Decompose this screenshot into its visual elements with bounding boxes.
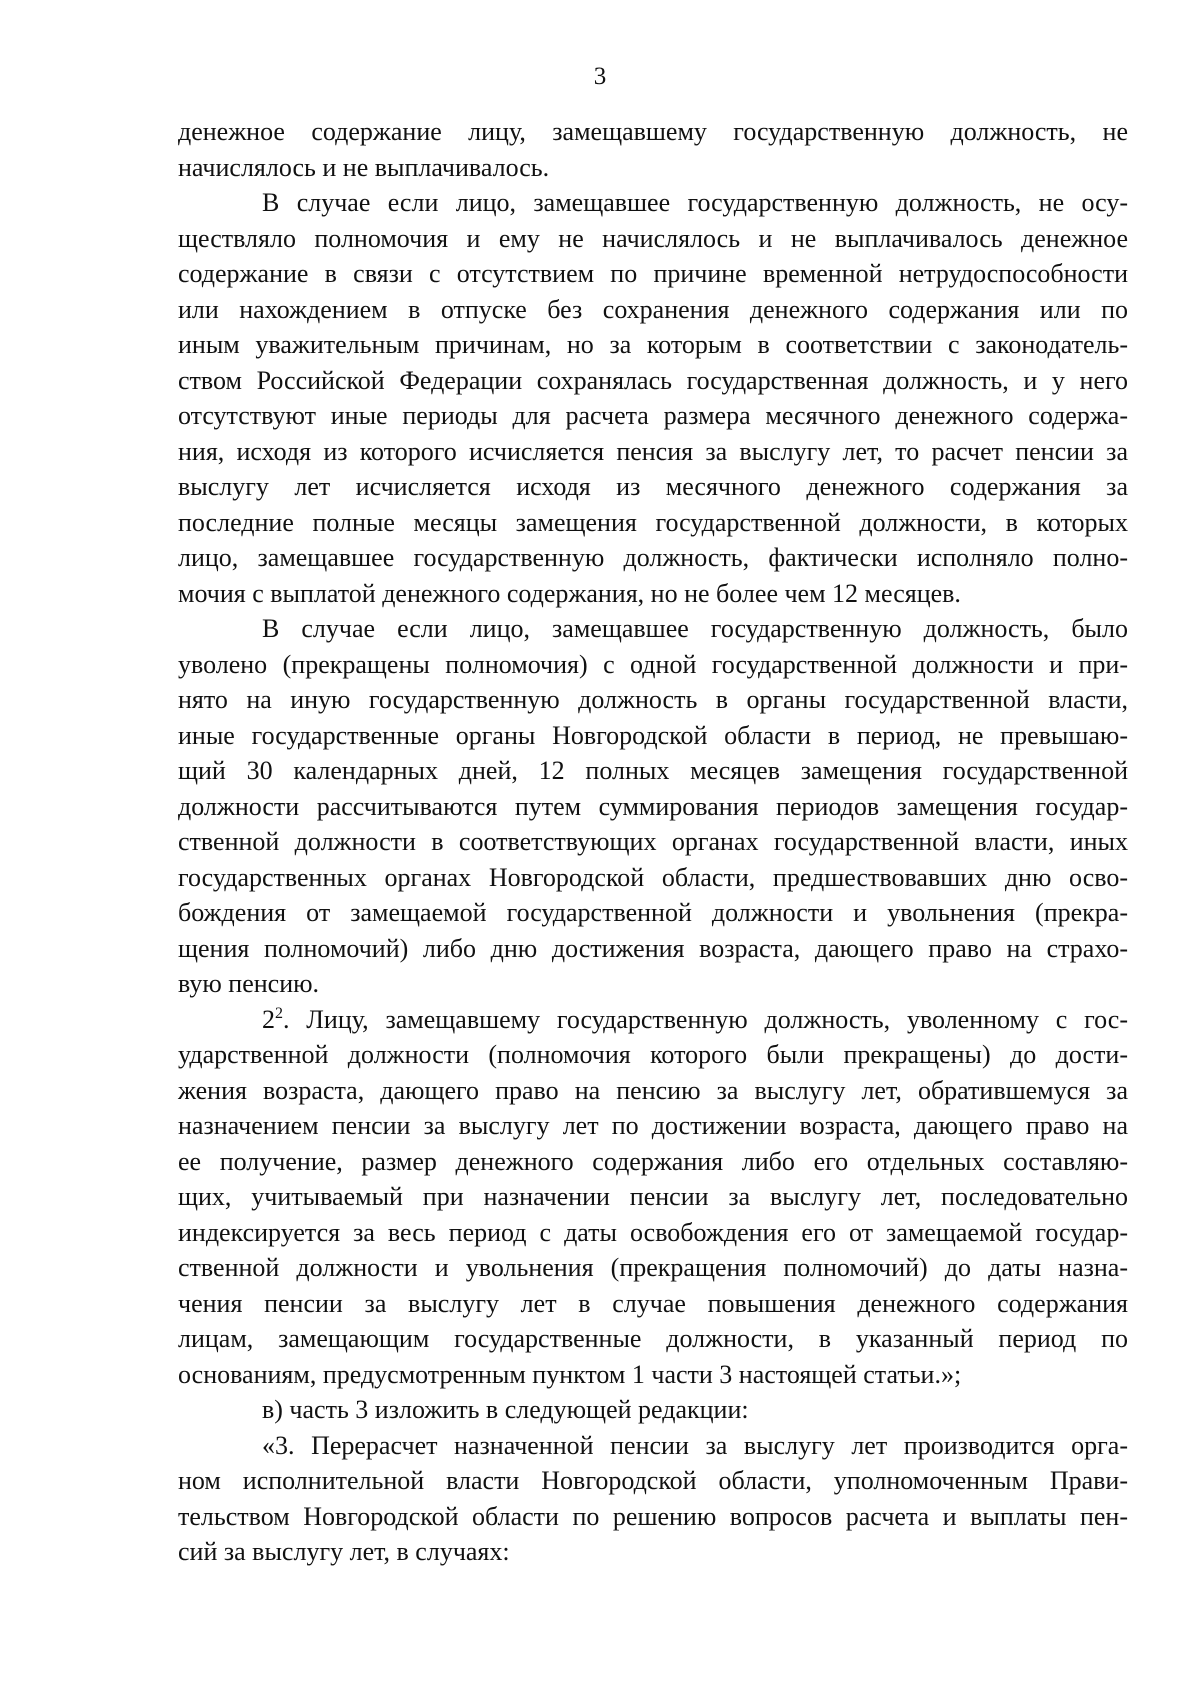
text-line: ством Российской Федерации сохранялась государственная должность, и у него: [178, 365, 1128, 395]
text-line: тельством Новгородской области по решению вопросов расчета и выплаты пен-: [178, 1501, 1128, 1531]
paragraph-amendment-part-3: [178, 1392, 1128, 1428]
paragraph-transfer-between-positions: [178, 611, 1128, 1002]
text-line: отсутствуют иные периоды для расчета размера месячного денежного содержа-: [178, 401, 1128, 430]
text-line: щих, учитываемый при назначении пенсии за выслугу лет, последовательно: [178, 1182, 1128, 1211]
text-line: жения возраста, дающего право на пенсию за выслугу лет, обратившемуся за: [178, 1075, 1128, 1105]
text-line: назначением пенсии за выслугу лет по достижении возраста, дающего право на: [178, 1111, 1128, 1140]
paragraph-temporary-incapacity: [178, 185, 1128, 611]
text-line: бождения от замещаемой государственной должности и увольнения (прекра-: [178, 898, 1128, 927]
text-line: сий за выслугу лет, в случаях:: [178, 1537, 510, 1566]
clause-text: . Лицу, замещавшему государственную должность, уволенному с гос-: [283, 1004, 1128, 1034]
text-line: должности рассчитываются путем суммирования периодов замещения государ-: [178, 791, 1128, 821]
text-line: уволено (прекращены полномочия) с одной государственной должности и при-: [178, 649, 1128, 679]
text-line: «3. Перерасчет назначенной пенсии за выслугу лет производится орга-: [262, 1430, 1128, 1460]
text-line: иным уважительным причинам, но за которым в соответствии с законодатель-: [178, 330, 1128, 359]
text-line: последние полные месяцы замещения государственной должности, в которых: [178, 507, 1128, 537]
clause-number-superscript: 2: [275, 1004, 283, 1022]
text-line: вую пенсию.: [178, 969, 320, 998]
paragraph-clause-2-2: [178, 1002, 1128, 1393]
text-line: ударственной должности (полномочия которого были прекращены) до дости-: [178, 1040, 1128, 1069]
text-line: В случае если лицо, замещавшее государственную должность, было: [262, 614, 1128, 643]
text-line: ном исполнительной власти Новгородской области, уполномоченным Прави-: [178, 1466, 1128, 1495]
text-line: В случае если лицо, замещавшее государственную должность, не осу-: [262, 188, 1128, 217]
text-line: или нахождением в отпуске без сохранения денежного содержания или по: [178, 294, 1128, 324]
text-line: нято на иную государственную должность в органы государственной власти,: [178, 685, 1128, 714]
text-line: государственных органах Новгородской области, предшествовавших дню осво-: [178, 862, 1128, 892]
text-line: основаниям, предусмотренным пунктом 1 части 3 настоящей статьи.»;: [178, 1359, 962, 1389]
text-line: иные государственные органы Новгородской области в период, не превышаю-: [178, 720, 1128, 750]
text-line: индексируется за весь период с даты освобождения его от замещаемой государ-: [178, 1217, 1128, 1247]
text-line: в) часть 3 изложить в следующей редакции:: [262, 1395, 749, 1424]
text-line: ществляло полномочия и ему не начислялось и не выплачивалось денежное: [178, 223, 1128, 253]
paragraph-continuation: [178, 114, 1128, 185]
text-line: денежное содержание лицу, замещавшему государственную должность, не: [178, 117, 1128, 146]
page-number: 3: [593, 63, 607, 90]
text-line: чения пенсии за выслугу лет в случае повышения денежного содержания: [178, 1288, 1128, 1318]
text-line: лицо, замещавшее государственную должность, фактически исполняло полно-: [178, 543, 1128, 572]
text-line: содержание в связи с отсутствием по причине временной нетрудоспособности: [178, 259, 1128, 288]
clause-number: 2: [262, 1004, 275, 1034]
text-line: [178, 1002, 1128, 1038]
text-line: ее получение, размер денежного содержания либо его отдельных составляю-: [178, 1146, 1128, 1176]
text-line: ственной должности в соответствующих органах государственной власти, иных: [178, 827, 1128, 856]
document-body: [178, 114, 1128, 1570]
text-line: лицам, замещающим государственные должности, в указанный период по: [178, 1324, 1128, 1353]
text-line: начислялось и не выплачивалось.: [178, 152, 550, 182]
text-line: щения полномочий) либо дню достижения возраста, дающего право на страхо-: [178, 933, 1128, 963]
text-line: мочия с выплатой денежного содержания, но не более чем 12 месяцев.: [178, 578, 961, 608]
text-line: щий 30 календарных дней, 12 полных месяцев замещения государственной: [178, 756, 1128, 785]
text-line: ния, исходя из которого исчисляется пенсия за выслугу лет, то расчет пенсии за: [178, 436, 1128, 466]
paragraph-recalculation: [178, 1428, 1128, 1570]
text-line: выслугу лет исчисляется исходя из месячного денежного содержания за: [178, 472, 1128, 501]
text-line: ственной должности и увольнения (прекращения полномочий) до даты назна-: [178, 1253, 1128, 1282]
